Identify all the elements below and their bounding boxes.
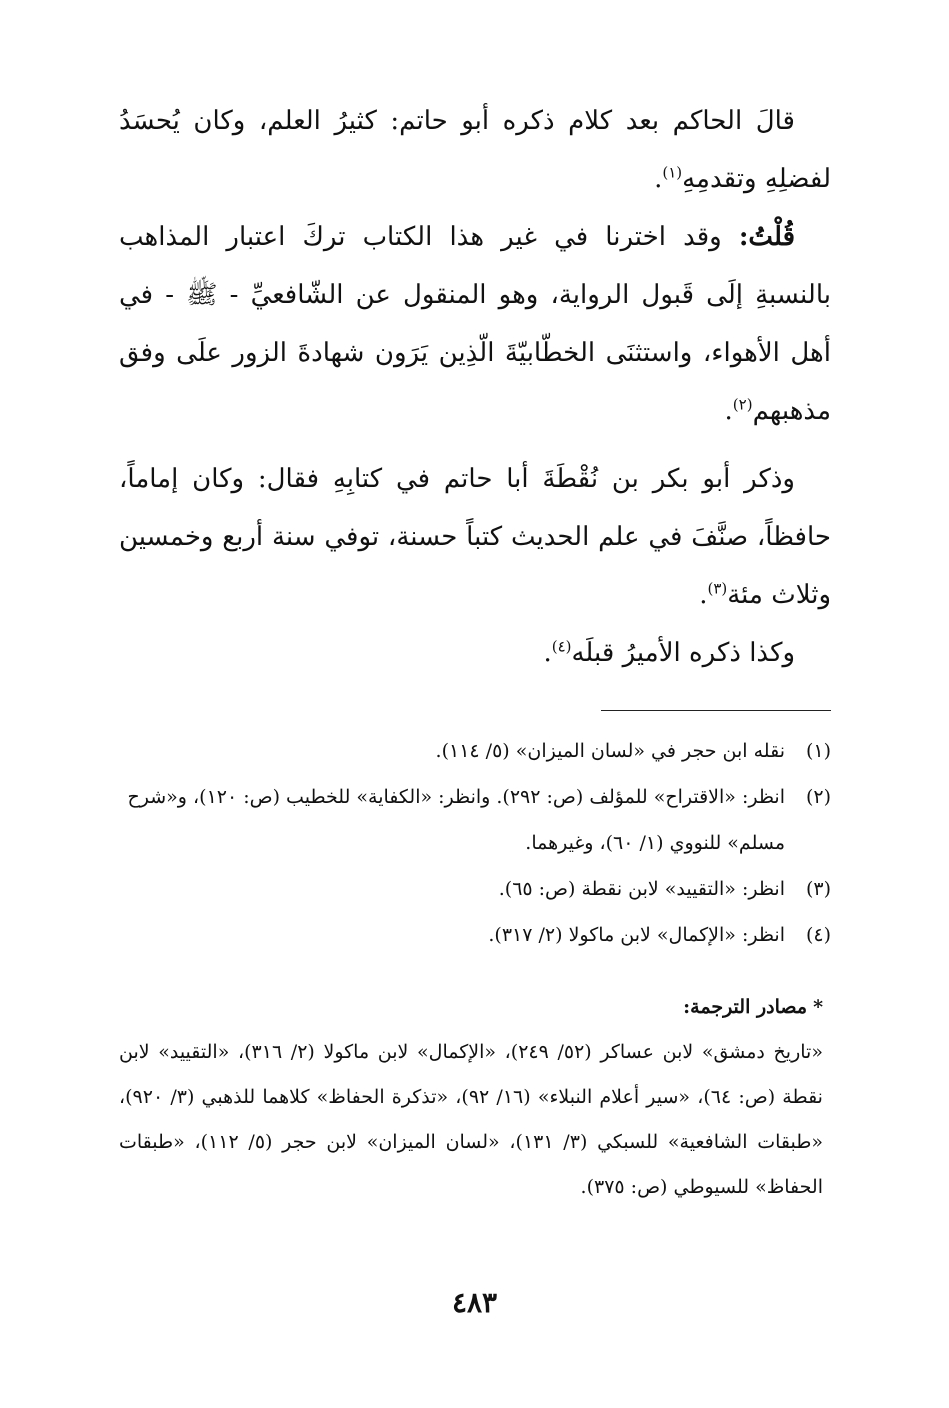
paragraph-4-end: . — [543, 638, 552, 668]
paragraph-2 — [119, 208, 831, 440]
main-text — [119, 92, 831, 682]
paragraph-3 — [119, 450, 831, 624]
footnote-4 — [119, 912, 831, 958]
footnote-ref-1: (١) — [662, 163, 683, 182]
footnote-text: انظر: «الإكمال» لابن ماكولا (٢/ ٣١٧). — [488, 924, 785, 946]
paragraph-3-end: . — [699, 580, 708, 610]
paragraph-2-end: . — [724, 396, 733, 426]
footnote-number: (١) — [805, 740, 831, 762]
footnote-ref-2: (٢) — [732, 395, 753, 414]
paragraph-2-text: وقد اخترنا في غير هذا الكتاب تركَ اعتبار المذاهب بالنسبةِ إلَى قَبول الرواية، وهو المنقول عن الشّافعيِّ - ﷺ - في أهل الأهواء، واستثنَى الخطّابيّةَ الّذِين يَرَون شهادةَ الزور علَى وفق مذهبهم — [119, 222, 831, 426]
paragraph-1 — [119, 92, 831, 208]
star-marker: * — [813, 996, 823, 1018]
footnote-text: نقله ابن حجر في «لسان الميزان» (٥/ ١١٤). — [435, 740, 785, 762]
sources-section — [119, 985, 831, 1210]
footnotes — [119, 728, 831, 958]
paragraph-2-lead: قُلْتُ: — [738, 222, 795, 252]
sources-heading — [119, 985, 831, 1030]
footnote-number: (٤) — [805, 924, 831, 946]
footnote-number: (٣) — [805, 878, 831, 900]
paragraph-4-text: وكذا ذكره الأميرُ قبلَه — [571, 638, 795, 668]
footnote-2 — [119, 774, 831, 866]
paragraph-1-text: قالَ الحاكم بعد كلام ذكره أبو حاتم: كثيرُ العلم، وكان يُحسَدُ لفضلِهِ وتقدمِهِ — [119, 106, 831, 194]
footnote-divider — [601, 710, 831, 711]
sources-heading-text: مصادر الترجمة: — [683, 996, 808, 1018]
footnote-1 — [119, 728, 831, 774]
footnote-text: انظر: «الاقتراح» للمؤلف (ص: ٢٩٢). وانظر: «الكفاية» للخطيب (ص: ١٢٠)، و«شرح مسلم» للنووي (١/ ٦٠)، وغيرهما. — [127, 786, 785, 854]
page-number: ٤٨٣ — [451, 1286, 498, 1319]
footnote-3 — [119, 866, 831, 912]
footnote-ref-3: (٣) — [707, 579, 728, 598]
sources-text: «تاريخ دمشق» لابن عساكر (٥٢/ ٢٤٩)، «الإكمال» لابن ماكولا (٢/ ٣١٦)، «التقييد» لابن نقطة (ص: ٦٤)، «سير أعلام النبلاء» (١٦/ ٩٢)، «تذكرة الحفاظ» كلاهما للذهبي (٣/ ٩٢٠)، «طبقات الشافعية» للسبكي (٣/ ١٣١)، «لسان الميزان» لابن حجر (٥/ ١١٢)، «طبقات الحفاظ» للسيوطي (ص: ٣٧٥). — [119, 1041, 823, 1198]
paragraph-1-end: . — [654, 164, 663, 194]
footnote-number: (٢) — [805, 786, 831, 808]
footnote-ref-4: (٤) — [551, 637, 572, 656]
paragraph-4 — [119, 624, 831, 682]
paragraph-3-text: وذكر أبو بكر بن نُقْطَةَ أبا حاتم في كتابِهِ فقال: وكان إماماً، حافظاً، صنَّفَ في علم الحديث كتباً حسنة، توفي سنة أربع وخمسين وثلاث مئة — [119, 464, 831, 610]
footnote-text: انظر: «التقييد» لابن نقطة (ص: ٦٥). — [498, 878, 785, 900]
